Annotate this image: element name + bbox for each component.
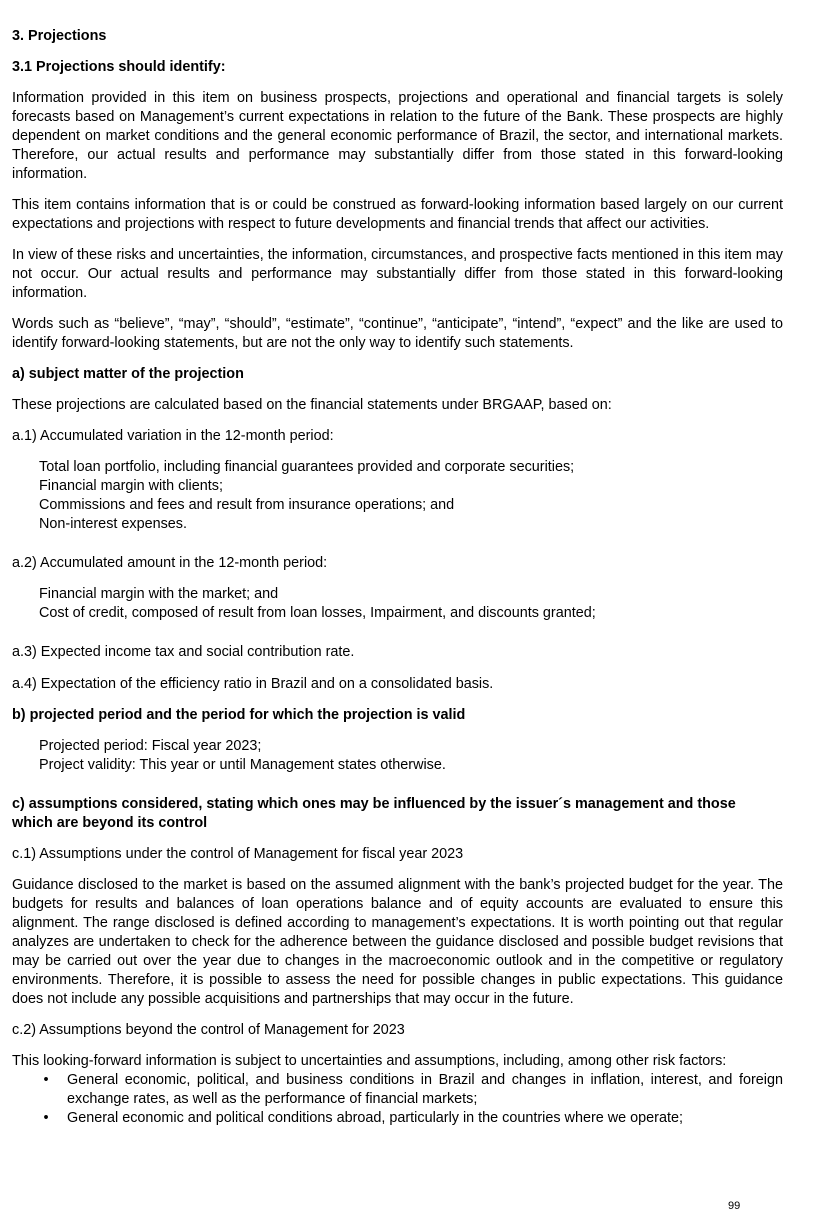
bullet-text: General economic, political, and business conditions in Brazil and changes in inflation, interest, and foreign exchange rates, as well as the performance of financial markets; <box>67 1072 783 1107</box>
section-subtitle: 3.1 Projections should identify: <box>12 59 226 75</box>
paragraph-a-text: These projections are calculated based on the financial statements under BRGAAP, based on: <box>12 397 612 413</box>
bullet-icon: • <box>43 1072 49 1088</box>
paragraph-a4: a.4) Expectation of the efficiency ratio in Brazil and on a consolidated basis. <box>12 676 494 692</box>
section-title: 3. Projections <box>12 28 107 44</box>
label-c2: c.2) Assumptions beyond the control of Management for 2023 <box>12 1022 405 1038</box>
heading-c-line-1: c) assumptions considered, stating which ones may be influenced by the issuer´s management and those <box>12 796 736 812</box>
label-a1: a.1) Accumulated variation in the 12-month period: <box>12 428 334 444</box>
label-c1: c.1) Assumptions under the control of Management for fiscal year 2023 <box>12 846 464 862</box>
list-item: Total loan portfolio, including financial guarantees provided and corporate securities; <box>39 459 575 475</box>
bullet-item <box>12 1071 783 1109</box>
list-item: Non-interest expenses. <box>39 516 187 532</box>
list-b <box>12 737 783 775</box>
paragraph-a3: a.3) Expected income tax and social contribution rate. <box>12 644 355 660</box>
heading-b: b) projected period and the period for which the projection is valid <box>12 707 466 723</box>
heading-a: a) subject matter of the projection <box>12 366 244 382</box>
paragraph-c1: Guidance disclosed to the market is based on the assumed alignment with the bank’s projected budget for the year. The budgets for results and balances of loan operations balance and of equity accounts are evaluated to ensure this alignment. The range disclosed is defined according to management’s expectations. It is worth pointing out that regular analyzes are undertaken to check for the adherence between the guidance disclosed and possible budget revisions that may be carried out over the year due to changes in the macroeconomic outlook and in the competitive or regulatory environments. Therefore, it is possible to assess the need for possible changes in public expectations. This guidance does not include any possible acquisitions and partnerships that may occur in the future. <box>12 877 783 1007</box>
bullet-item <box>12 1109 783 1128</box>
risk-bullet-list <box>12 1071 783 1128</box>
intro-paragraph-1: Information provided in this item on business prospects, projections and operational and financial targets is solely forecasts based on Management’s current expectations in relation to the future of the Bank. These prospects are highly dependent on market conditions and the general economic performance of Brazil, the sector, and international markets. Therefore, our actual results and performance may substantially differ from those stated in this forward-looking information. <box>12 90 783 182</box>
list-a2 <box>12 585 783 623</box>
heading-c <box>12 795 783 833</box>
list-item: Cost of credit, composed of result from loan losses, Impairment, and discounts granted; <box>39 605 596 621</box>
heading-c-line-2: which are beyond its control <box>12 815 208 831</box>
paragraph-c2: This looking-forward information is subject to uncertainties and assumptions, including, among other risk factors: <box>12 1053 727 1069</box>
page-number: 99 <box>728 1200 741 1212</box>
intro-paragraph-4: Words such as “believe”, “may”, “should”, “estimate”, “continue”, “anticipate”, “intend”, “expect” and the like are used to identify forward-looking statements, but are not the only way to identify such statements. <box>12 316 783 351</box>
bullet-icon: • <box>43 1110 49 1126</box>
list-item: Commissions and fees and result from insurance operations; and <box>39 497 455 513</box>
list-item: Financial margin with clients; <box>39 478 223 494</box>
list-item: Project validity: This year or until Management states otherwise. <box>39 757 446 773</box>
list-item: Financial margin with the market; and <box>39 586 279 602</box>
intro-paragraph-2: This item contains information that is or could be construed as forward-looking information based largely on our current expectations and projections with respect to future developments and financial trends that affect our activities. <box>12 197 783 232</box>
bullet-text: General economic and political conditions abroad, particularly in the countries where we operate; <box>67 1110 683 1126</box>
list-a1 <box>12 458 783 534</box>
label-a2: a.2) Accumulated amount in the 12-month period: <box>12 555 328 571</box>
intro-paragraph-3: In view of these risks and uncertainties, the information, circumstances, and prospective facts mentioned in this item may not occur. Our actual results and performance may substantially differ from those stated in this forward-looking information. <box>12 247 783 301</box>
list-item: Projected period: Fiscal year 2023; <box>39 738 262 754</box>
